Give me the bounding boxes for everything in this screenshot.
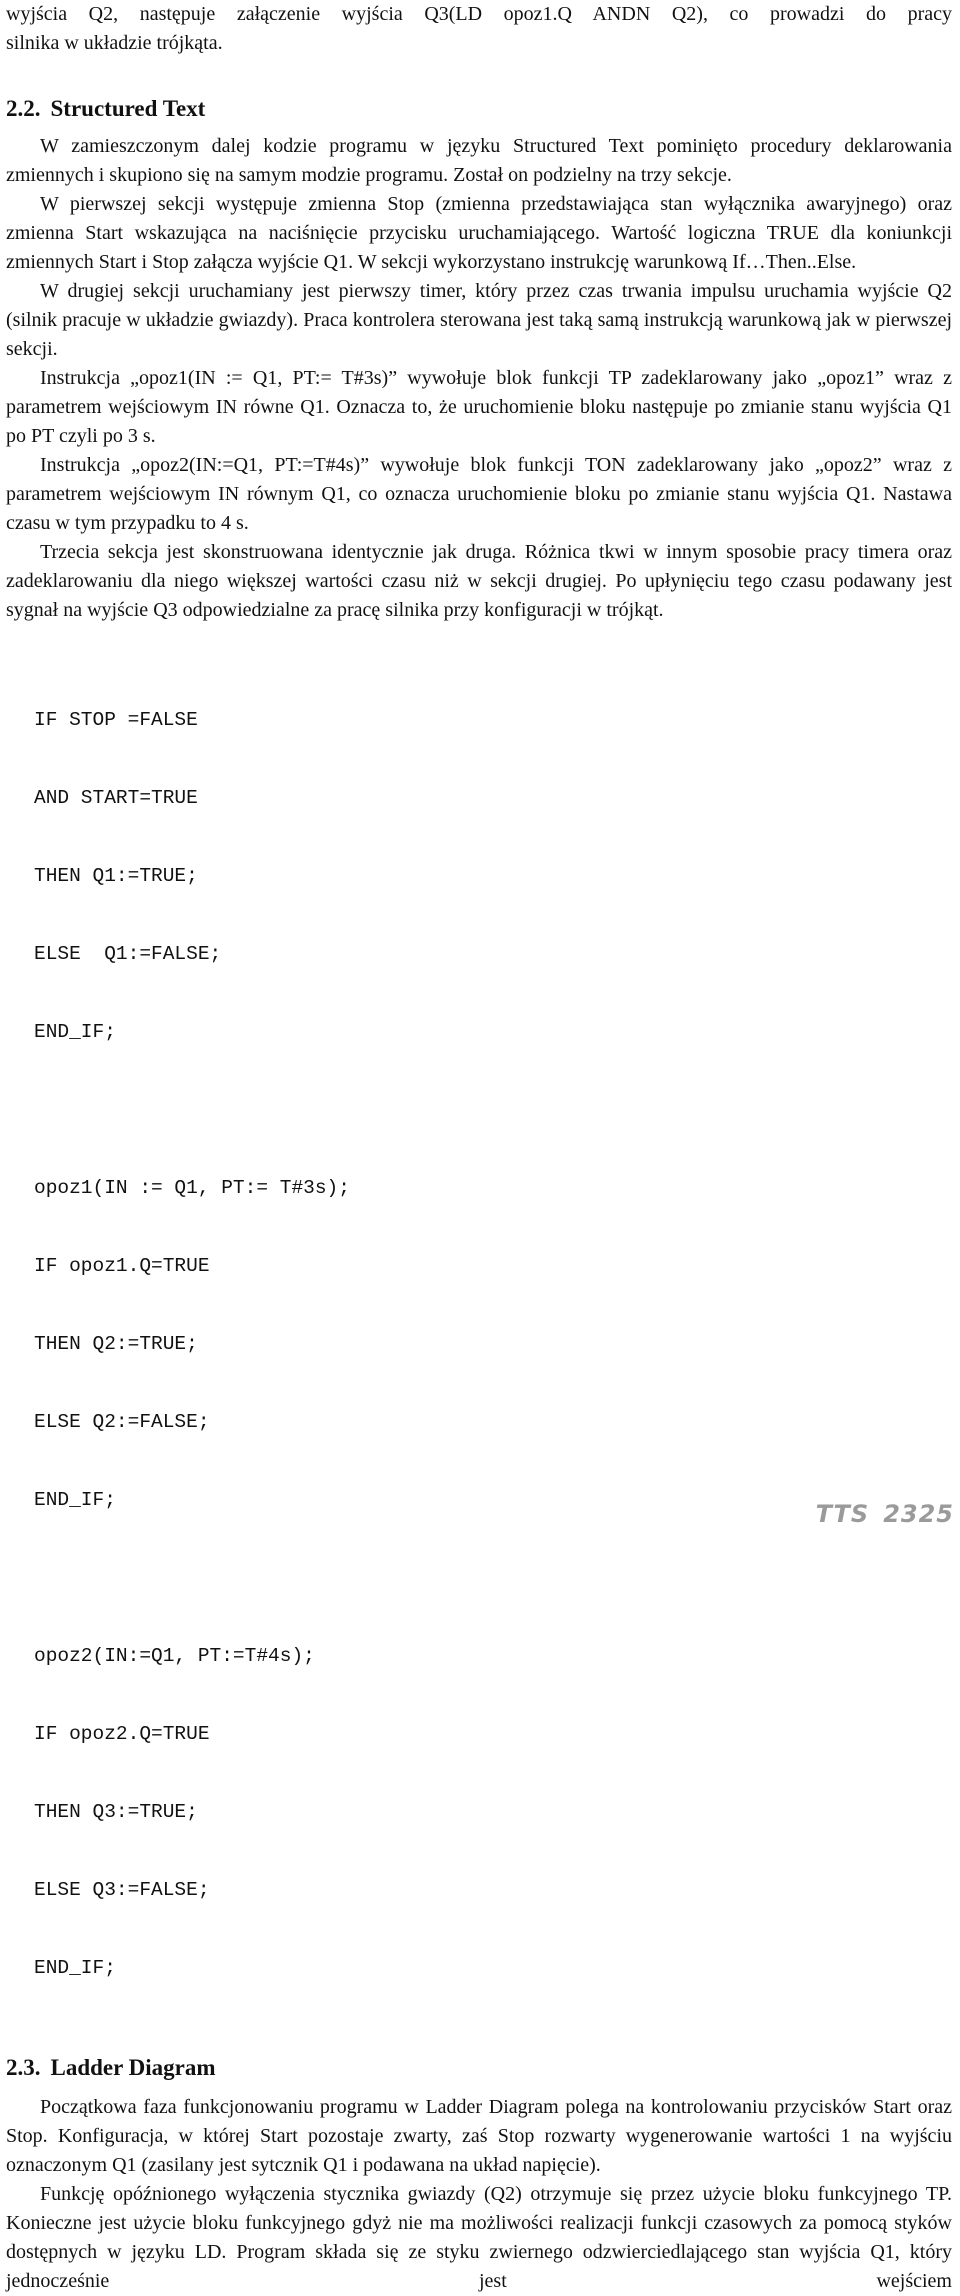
document-page [6,0,952,2296]
paragraph: W pierwszej sekcji występuje zmienna Stop (zmienna przedstawiająca stan wyłącznika awaryjnego) oraz zmienna Start wskazująca na naciśnięcie przycisku uruchamiającego. Wartość logiczna TRUE dla koniunkcji zmiennych Start i Stop załącza wyjście Q1. W sekcji wykorzystano instrukcję warunkową If…Then..Else. [6,193,952,273]
section-number: 2.2. [6,96,41,121]
code-line: IF opoz1.Q=TRUE [34,1255,210,1277]
paragraph: W drugiej sekcji uruchamiany jest pierwszy timer, który przez czas trwania impulsu uruchamia wyjście Q2 (silnik pracuje w układzie gwiazdy). Praca kontrolera sterowana jest taką samą instrukcją warunkową jak w pierwszej sekcji. [6,280,952,360]
paragraph: Początkowa faza funkcjonowaniu programu w Ladder Diagram polega na kontrolowaniu przycisków Start oraz Stop. Konfiguracja, w której Start pozostaje zwarty, zaś Stop rozwarty wygenerowanie wartości 1 na wyjściu oznaczonym Q1 (zasilany jest sytcznik Q1 i podawana na układ napięcie). [6,2096,952,2176]
intro-line-2: silnika w układzie trójkąta. [6,32,223,54]
code-line: END_IF; [34,1489,116,1511]
footer-left: TTS [815,1500,870,1528]
footer-right: 2325 [883,1500,954,1528]
code-line: IF STOP =FALSE [34,709,198,731]
paragraph: W zamieszczonym dalej kodzie programu w języku Structured Text pominięto procedury deklarowania zmiennych i skupiono się na samym modzie programu. Został on podzielny na trzy sekcje. [6,135,952,186]
code-line: THEN Q2:=TRUE; [34,1333,198,1355]
code-line: END_IF; [34,1021,116,1043]
section-title: Structured Text [50,96,206,121]
paragraph: Trzecia sekcja jest skonstruowana identycznie jak druga. Różnica tkwi w innym sposobie pracy timera oraz zadeklarowaniu dla niego większej wartości czasu niż w sekcji drugiej. Po upłynięciu tego czasu podawany jest sygnał na wyjście Q3 odpowiedzialne za pracę silnika przy konfiguracji w trójkąt. [6,541,952,621]
code-line [34,1565,952,1591]
section-heading-ladder-diagram [6,2053,952,2083]
code-line: IF opoz2.Q=TRUE [34,1723,210,1745]
page-footer [816,1500,954,1528]
paragraph: Instrukcja „opoz2(IN:=Q1, PT:=T#4s)” wywołuje blok funkcji TON zadeklarowany jako „opoz2” wraz z parametrem wejściowym IN równym Q1, co oznacza uruchomienie bloku po zmianie stanu wyjścia Q1. Nastawa czasu w tym przypadku to 4 s. [6,454,952,534]
code-line: ELSE Q2:=FALSE; [34,1411,210,1433]
code-line: opoz2(IN:=Q1, PT:=T#4s); [34,1645,315,1667]
section-heading-structured-text [6,94,952,124]
code-line: ELSE Q3:=FALSE; [34,1879,210,1901]
code-line: THEN Q1:=TRUE; [34,865,198,887]
code-line: opoz1(IN := Q1, PT:= T#3s); [34,1177,350,1199]
section-number: 2.3. [6,2055,41,2080]
code-block [6,655,952,2033]
code-line [34,1097,952,1123]
code-line: AND START=TRUE [34,787,198,809]
code-line: END_IF; [34,1957,116,1979]
paragraph: Instrukcja „opoz1(IN := Q1, PT:= T#3s)” wywołuje blok funkcji TP zadeklarowany jako „opoz1” wraz z parametrem wejściowym IN równe Q1. Oznacza to, że uruchomienie bloku następuje po zmianie stanu wyjścia Q1 po PT czyli po 3 s. [6,367,952,447]
paragraph: Funkcję opóźnionego wyłączenia stycznika gwiazdy (Q2) otrzymuje się przez użycie bloku funkcyjnego TP. Konieczne jest użycie bloku funkcyjnego gdyż nie ma możliwości realizacji funkcji czasowych za pomocą styków dostępnych w języku LD. Program składa się ze styku zwiernego odzwierciedlającego stan wyjścia Q1, który jednocześnie jest wejściem [6,2183,952,2292]
intro-line-1: wyjścia Q2, następuje załączenie wyjścia Q3(LD opoz1.Q ANDN Q2), co prowadzi do pracy [6,3,952,25]
section-title: Ladder Diagram [50,2055,216,2080]
code-line: ELSE Q1:=FALSE; [34,943,222,965]
code-line: THEN Q3:=TRUE; [34,1801,198,1823]
